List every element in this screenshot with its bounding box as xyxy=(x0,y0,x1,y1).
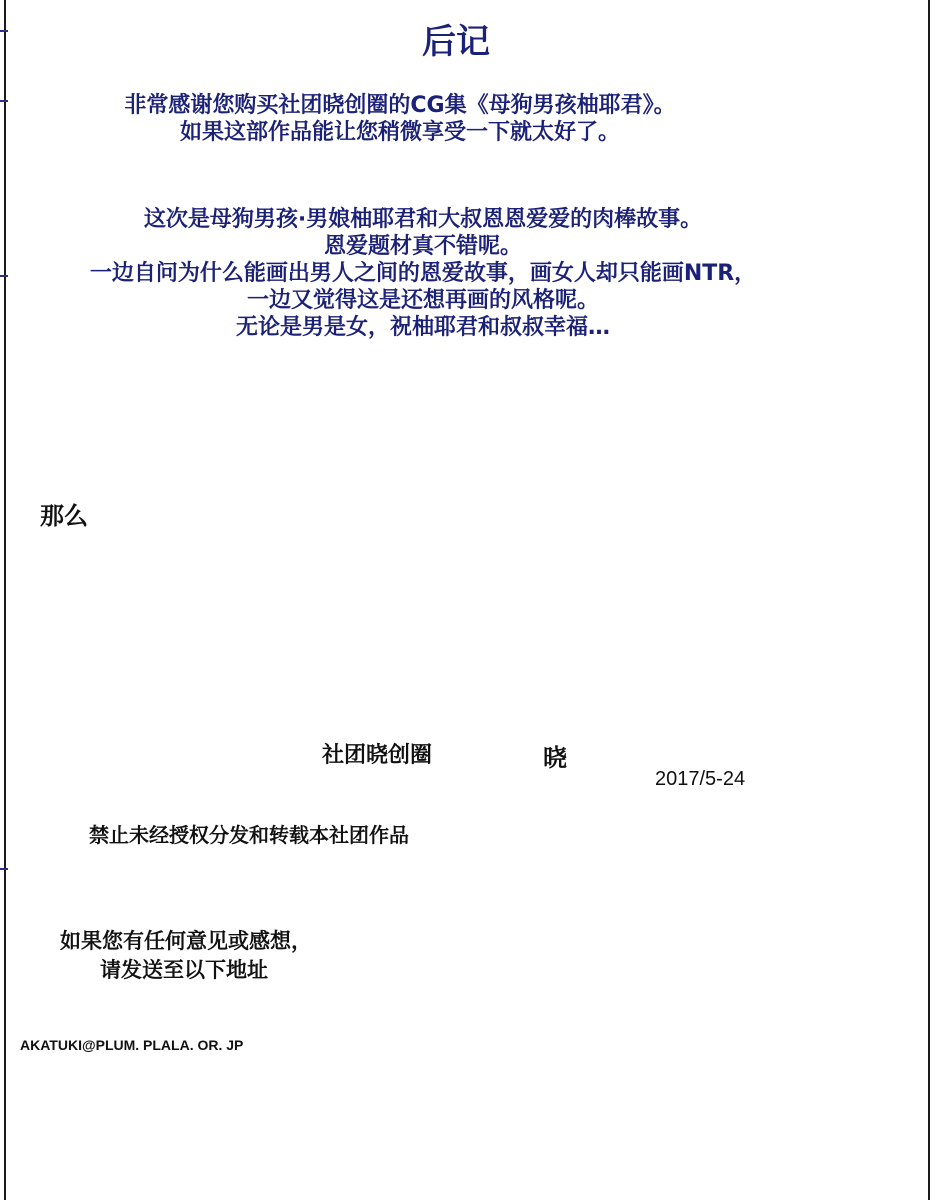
page-border-right xyxy=(928,0,930,1200)
author-name: 晓 xyxy=(543,744,567,772)
story-line: 恩爱题材真不错呢。 xyxy=(323,234,522,259)
date-text: 2017/5-24 xyxy=(655,768,746,790)
story-paragraph xyxy=(0,206,846,341)
circle-name: 社团晓创圈 xyxy=(322,743,433,768)
story-line: 一边自问为什么能画出男人之间的恩爱故事，画女人却只能画NTR， xyxy=(89,261,757,286)
copyright-notice: 禁止未经授权分发和转载本社团作品 xyxy=(89,823,409,847)
story-line: 一边又觉得这是还想再画的风格呢。 xyxy=(246,288,599,313)
contact-line: 如果您有任何意见或感想， xyxy=(60,929,312,953)
email-address: AKATUKI@PLUM. PLALA. OR. JP xyxy=(20,1037,244,1053)
thanks-line: 如果这部作品能让您稍微享受一下就太好了。 xyxy=(179,120,620,145)
story-line: 这次是母狗男孩·男娘柚耶君和大叔恩恩爱爱的肉棒故事。 xyxy=(143,207,703,232)
page-title: 后记 xyxy=(422,22,490,62)
thanks-line: 非常感谢您购买社团晓创圈的CG集《母狗男孩柚耶君》。 xyxy=(124,93,676,118)
closing-word: 那么 xyxy=(40,502,88,530)
page-border-left xyxy=(4,0,6,1200)
contact-line: 请发送至以下地址 xyxy=(100,958,268,982)
thanks-paragraph xyxy=(0,92,800,146)
contact-request xyxy=(60,927,312,985)
story-line: 无论是男是女，祝柚耶君和叔叔幸福… xyxy=(235,315,610,340)
margin-mark xyxy=(0,868,8,870)
